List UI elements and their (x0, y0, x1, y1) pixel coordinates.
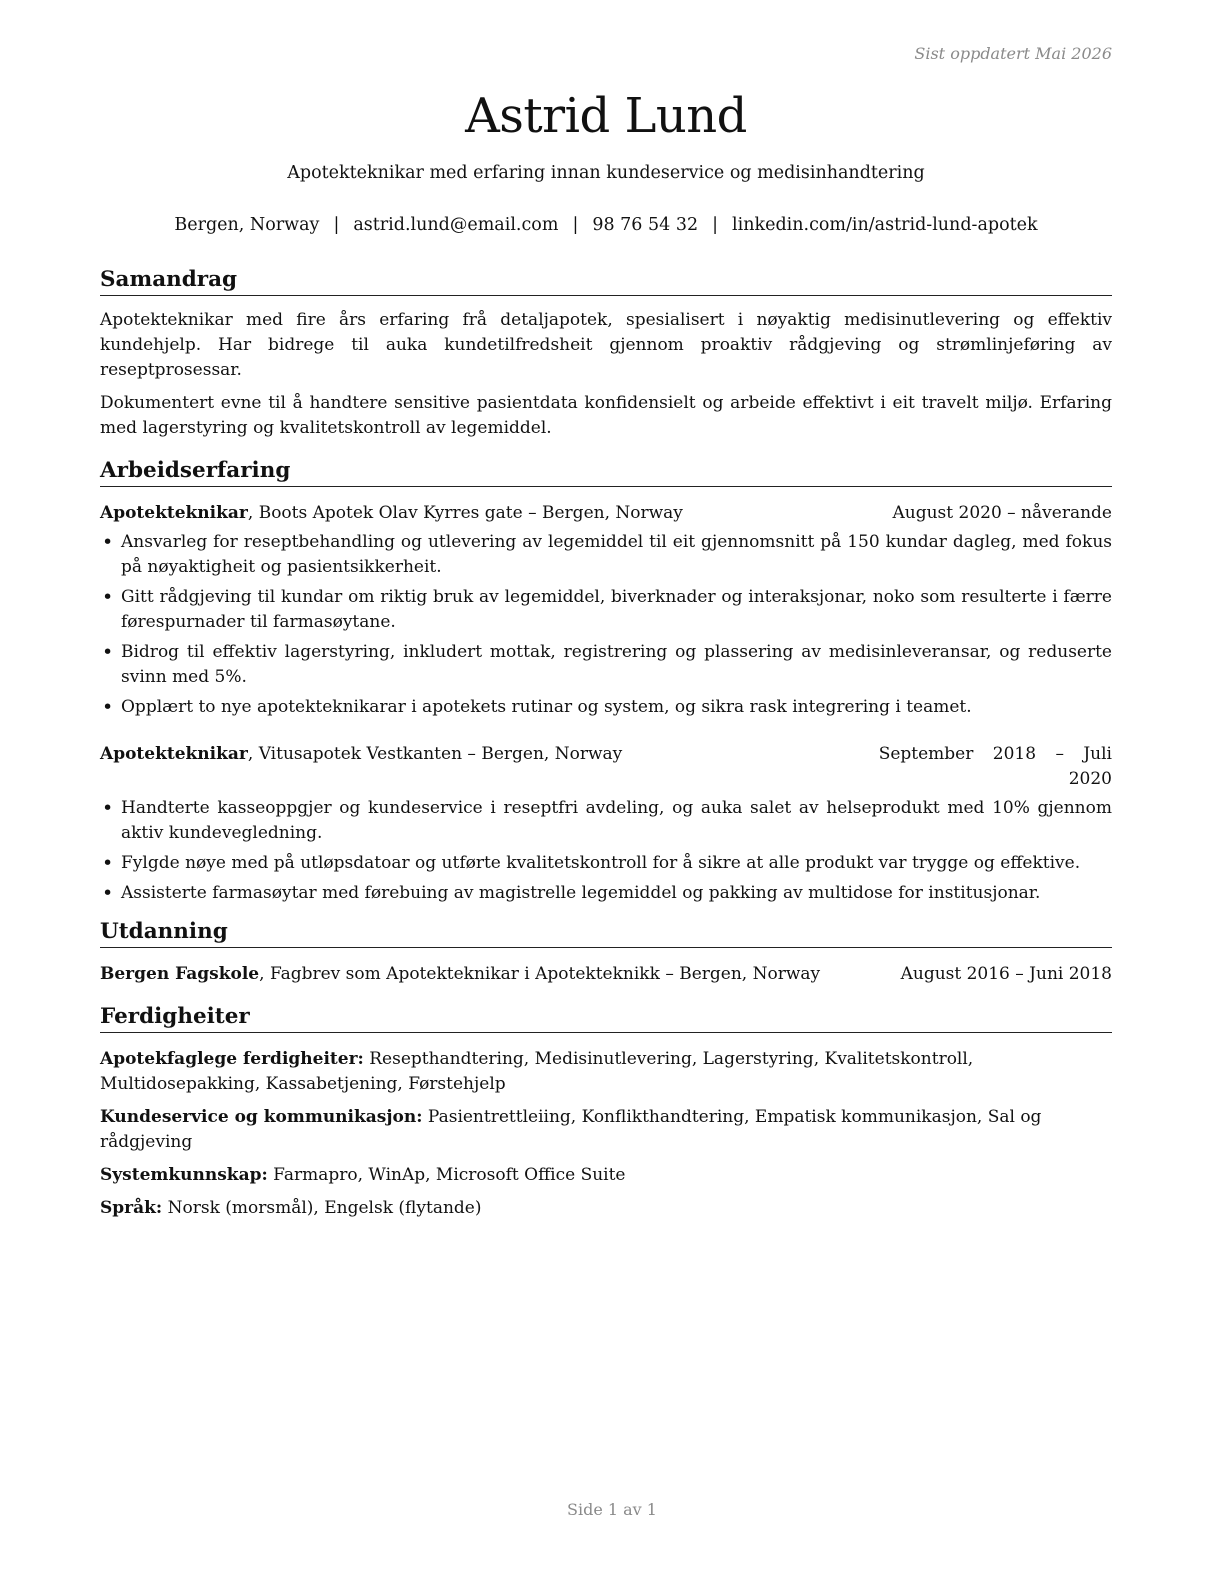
job-bullet: • Bidrog til effektiv lagerstyring, inkludert mottak, registrering og plassering av medisinleveransar, og reduserte svinn med 5%. (100, 640, 1112, 690)
skill-label: Apotekfaglege ferdigheiter: (100, 1049, 364, 1069)
contact-line (100, 212, 1112, 238)
contact-separator: | (572, 215, 579, 235)
job-bullet: • Assisterte farmasøytar med førebuing av magistrelle legemiddel og pakking av multidose for institusjonar. (100, 881, 1112, 906)
experience-heading: Arbeidserfaring (100, 457, 1112, 487)
skill-group (100, 1047, 1112, 1097)
skill-group (100, 1196, 1112, 1221)
education-entry (100, 962, 1112, 987)
page-number: Side 1 av 1 (567, 1500, 657, 1519)
skill-label: Systemkunnskap: (100, 1165, 268, 1185)
resume-page (100, 0, 1112, 1221)
skill-value: Farmapro, WinAp, Microsoft Office Suite (267, 1165, 626, 1185)
summary-heading: Samandrag (100, 266, 1112, 296)
job-header (100, 501, 1112, 526)
job-dates: August 2020 – nåverande (892, 503, 1112, 523)
contact-phone: 98 76 54 32 (592, 215, 699, 235)
candidate-name: Astrid Lund (465, 88, 747, 144)
summary-paragraph: Apotekteknikar med fire års erfaring frå detaljapotek, spesialisert i nøyaktig medisinutlevering og effektiv kundehjelp. Har bidrege til auka kundetilfredsheit gjennom proaktiv rådgjeving og strømlinjeføring av reseptprosessar. (100, 310, 1112, 380)
contact-linkedin[interactable]: linkedin.com/in/astrid-lund-apotek (732, 215, 1038, 235)
skill-value: Resepthandtering, Medisinutlevering, Lagerstyring, Kvalitetskontroll, Multidosepakking, Kassabetjening, Førstehjelp (100, 1049, 974, 1094)
contact-location: Bergen, Norway (174, 215, 320, 235)
job-bullet: • Ansvarleg for reseptbehandling og utlevering av legemiddel til eit gjennomsnitt på 150 kundar dagleg, med fokus på nøyaktigheit og pasientsikkerheit. (100, 530, 1112, 580)
tagline: Apotekteknikar med erfaring innan kundeservice og medisinhandtering (287, 163, 925, 183)
job-header (100, 742, 1112, 792)
education-school: Bergen Fagskole (100, 964, 260, 984)
job-dates: September 2018 – Juli 2020 (878, 744, 1112, 789)
job-bullet: • Handterte kasseoppgjer og kundeservice i reseptfri avdeling, og auka salet av helseprodukt med 10% gjennom aktiv kundevegledning. (100, 796, 1112, 846)
job-role: Apotekteknikar (100, 503, 248, 523)
job-entry (100, 742, 1112, 906)
skill-value: Norsk (morsmål), Engelsk (flytande) (162, 1198, 482, 1218)
skill-label: Språk: (100, 1198, 163, 1218)
last-updated: Sist oppdatert Mai 2026 (914, 44, 1112, 63)
job-bullets (100, 796, 1112, 906)
job-bullet: • Fylgde nøye med på utløpsdatoar og utførte kvalitetskontroll for å sikre at alle produkt var trygge og effektive. (100, 851, 1112, 876)
job-bullets (100, 530, 1112, 720)
job-employer: , Boots Apotek Olav Kyrres gate – Bergen, Norway (247, 503, 683, 523)
contact-separator: | (333, 215, 340, 235)
education-dates: August 2016 – Juni 2018 (900, 964, 1112, 984)
job-role: Apotekteknikar (100, 744, 248, 764)
job-entry (100, 501, 1112, 720)
contact-email[interactable]: astrid.lund@email.com (353, 215, 559, 235)
skills-heading: Ferdigheiter (100, 1003, 1112, 1033)
education-heading: Utdanning (100, 918, 1112, 948)
contact-separator: | (712, 215, 719, 235)
skill-group (100, 1163, 1112, 1188)
skill-value: Pasientrettleiing, Konflikthandtering, Empatisk kommunikasjon, Sal og rådgjeving (100, 1107, 1042, 1152)
education-detail: , Fagbrev som Apotekteknikar i Apotekteknikk – Bergen, Norway (259, 964, 821, 984)
skill-label: Kundeservice og kommunikasjon: (100, 1107, 423, 1127)
skill-group (100, 1105, 1112, 1155)
job-bullet: • Opplært to nye apotekteknikarar i apotekets rutinar og system, og sikra rask integrering i teamet. (100, 695, 1112, 720)
summary-paragraph: Dokumentert evne til å handtere sensitive pasientdata konfidensielt og arbeide effektivt i eit travelt miljø. Erfaring med lagerstyring og kvalitetskontroll av legemiddel. (100, 393, 1112, 438)
job-employer: , Vitusapotek Vestkanten – Bergen, Norway (247, 744, 623, 764)
job-bullet: • Gitt rådgjeving til kundar om riktig bruk av legemiddel, biverknader og interaksjonar, noko som resulterte i færre førespurnader til farmasøytane. (100, 585, 1112, 635)
